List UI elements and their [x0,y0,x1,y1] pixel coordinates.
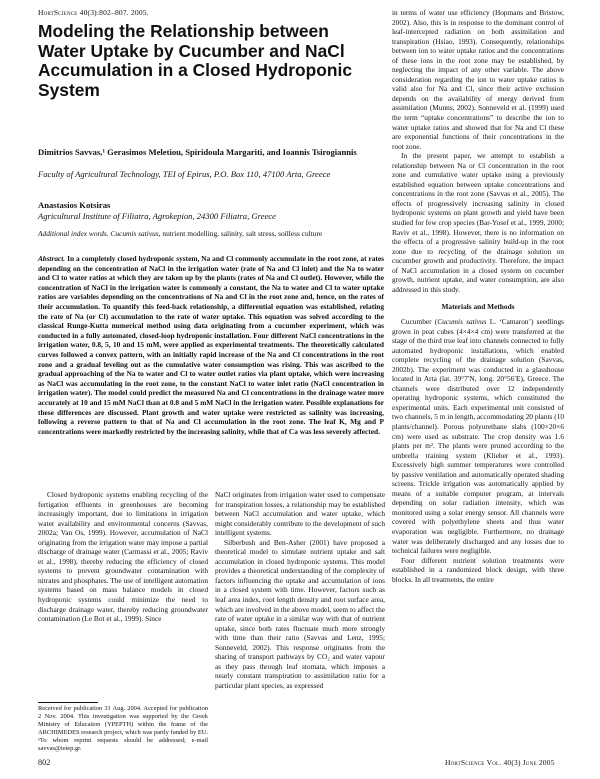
paragraph-rest: L. ‘Camaron’) seedlings grown in peat cubes (4×4×4 cm) were transferred at the stage of the third true leaf into channels connected to fully automated hydroponic installations, which enabled complete recycling of the drainage solution (Savvas, 2002b). The experiment was conducted in a glasshouse located in Arta (lat. 39°7′N, long. 20°56′E), Greece. The channels were distributed over 12 independently operating hydroponic systems, which constituted the experimental units. Each experimental unit consisted of two channels, 5 m in length, accommodating 20 plants (10 plants/channel). Porous polyurethane slabs (100×20×6 cm) were used as substrate. The crop density was 1.6 plants per m². The plants were pruned according to the umbrella training system (Klieber et al., 1993). Excessively high summer temperatures were controlled by passive ventilation and automatically operated shading screens. Trickle irrigation was automatically applied by means of a suitable computer program, at intervals depending on solar radiation intensity, which was monitored using a solar energy sensor. All channels were covered with polyethylene sheets and thus water evaporation was negligible. Furthermore, no drainage water was deliberately discharged and any losses due to technical failures were negligible. [392,316,564,556]
paragraph-lead: Cucumber ( [401,316,438,326]
index-words-label: Additional index words. [38,229,109,238]
author-affiliation-second: Agricultural Institute of Filiatra, Agrokepion, 24300 Filiatra, Greece [38,211,276,221]
paragraph-lead: Four different nutrient solution treatments were established in a randomized block design, with three blocks. In all treatments, the entire [392,555,564,584]
running-head [38,8,149,17]
body-column-left [38,490,208,624]
author-list: Dimitrios Savvas,¹ Gerasimos Meletiou, Spiridoula Margariti, and Ioannis Tsirogiannis [38,147,357,157]
footnote: Received for publication 31 Aug. 2004. Accepted for publication 2 Nov. 2004. This investigation was supported by the Greek Ministry of Education (YPEPTH) within the frame of the ARCHIMEDES research project, which was partly funded by EU. ¹To whom reprint requests should be addressed; e-mail savvas@teiep.gr. [38,705,208,753]
footer-journal-name: HortScience [445,758,485,767]
paragraph [392,556,564,585]
footnote-rule [38,702,98,703]
index-words-text: , nutrient modelling, salinity, salt stress, soilless culture [158,229,323,238]
section-heading-methods: Materials and Methods [441,302,515,312]
body-column-middle [215,490,385,690]
body-column-right [392,8,564,584]
author-list-second: Anastasios Kotsiras [38,200,111,210]
index-words-species: Cucumis sativus [110,229,159,238]
footer-journal [445,758,555,767]
paragraph: Silberbush and Ben-Asher (2001) have proposed a theoretical model to simulate nutrient uptake and salt accumulation in closed hydroponic systems. This model provides a theoretical understanding of the complexity of factors influencing the uptake and accumulation of ions in a closed system with time. However, factors such as leaf area index, root length density and root surface area, which are involved in the above model, seem to affect the rate of water uptake in a similar way with that of nutrient uptake, since both rates fluctuate much more strongly with time than their ratio (Savvas and Lenz, 1995; Sonneveld, 2002). This response originates from the sharing of transport pathways by CO₂ and water vapour as they pass through leaf stomata, which imposes a nearly constant transpiration to assimilation ratio for a particular plant species, as expressed [215,537,385,690]
abstract-label: Abstract. [38,254,66,263]
paragraph: In the present paper, we attempt to establish a relationship between Na or Cl concentration in the root zone and cumulative water uptake using a previously established equation between uptake concentrations and concentrations in the root zone (Savvas et al., 2005). The effects of progressively increasing salinity in closed hydroponic systems on plant growth and yield have been studied for few crop species (Bar-Yosef et al., 1999, 2000; Raviv et al., 1998). However, there is no information on the effects of a progressive salinity build-up in the root zone due to recycling of the drainage solution on cucumber growth and productivity. Therefore, the impact of NaCl accumulation in a closed system on cucumber growth, nutrient uptake, and water consumption, are also addressed in this study. [392,151,564,294]
paragraph: Closed hydroponic systems enabling recycling of the fertigation effluents in greenhouses are becoming increasingly important, due to limitations in irrigation water availability and environmental concerns (Savvas, 2002a; Van Os, 1999). However, accumulation of NaCl originating from the irrigation water may impose a partial discharge of drainage water (Carmassi et al., 2005; Raviv et al., 1998), thereby reducing the efficiency of closed systems to prevent groundwater contamination with nitrates and phosphates. The use of intelligent automation systems based on mass balance models in closed hydroponic systems could minimize the need to discharge drainage water, thereby reducing groundwater contamination (Le Bot et al., 1999). Since [38,490,208,624]
author-affiliation: Faculty of Agricultural Technology, TEI of Epirus, P.O. Box 110, 47100 Arta, Greece [38,169,331,179]
paragraph: in terms of water use efficiency (Hopmans and Bristow, 2002). Also, this is in response to the dominant control of leaf-intercepted radiation on both assimilation and transpiration (Hsiao, 1993). Consequently, relationships between ion to water uptake ratios and the concentrations of these ions in the root zone may be established, by neglecting the impact of any other variable. The above consideration regarding the ion to water uptake ratios is valid also for Na and Cl, since their active exclusion depends on the availability of energy derived from assimilation (Munns, 2002). Sonneveld et al. (1999) used the term “uptake concentrations” to describe the ion to water uptake ratios and showed that for Na and Cl these are exponential functions of their concentrations in the root zone. [392,8,564,151]
footer-issue: Vol. 40(3) June 2005 [486,758,555,767]
paragraph: NaCl originates from irrigation water used to compensate for transpiration losses, a relationship may be established between NaCl accumulation and water uptake, which might considerably contribute to the development of such intelligent systems. [215,490,385,538]
abstract-text: In a completely closed hydroponic system, Na and Cl commonly accumulate in the root zone, at rates depending on the concentration of NaCl in the irrigation water (rate of Na and Cl inlet) and the Na to water and Cl to water ratios at which they are taken up by the plants (rates of Na and Cl outlet). However, while the concentration of NaCl in the irrigation water is commonly a constant, the Na to water and Cl to water uptake ratios are variables depending on the concentrations of Na and Cl in the root zone and, hence, on the rates of their accumulation. To quantify this feed-back relationship, a differential equation was established, relating the rate of Na (or Cl) accumulation to the rate of water uptake. This equation was solved according to the classical Runge-Kutta numerical method using data originating from a cucumber experiment, which was conducted in a fully automated, closed-loop hydroponic installation. Four different NaCl concentrations in the irrigation water, 0.8, 5, 10 and 15 mM, were applied as experimental treatments. The theoretically calculated curves followed a convex pattern, with an initially rapid increase of the Na and Cl concentrations in the root zone and a gradual leveling out as the cumulative water consumption was rising. This was ascribed to the gradual approaching of the Na to water and Cl to water outlet ratios via plant uptake, which were increasing as NaCl was accumulating in the root zone, to the constant NaCl to water inlet ratio (NaCl concentration in irrigation water). The model could predict the measured Na and Cl concentrations in the drainage water more accurately at 10 and 15 mM NaCl than at 0.8 and 5 mM NaCl in the irrigation water. Possible explanations for these differences are discussed. Plant growth and water uptake were restricted as salinity was increasing, following a reverse pattern to that of Na and Cl accumulation in the root zone. The leaf K, Mg and P concentrations were markedly restricted by the increasing salinity, while that of Ca was less severely affected. [38,254,384,436]
article-title: Modeling the Relationship between Water Uptake by Cucumber and NaCl Accumulation in a Closed Hydroponic System [38,21,353,100]
running-head-citation: 40(3):802–807. 2005. [79,8,149,17]
paragraph [392,317,564,556]
page-number: 802 [38,758,51,767]
abstract [38,254,384,436]
index-words [38,229,384,239]
species-name: Cucumis sativus [437,316,487,326]
running-head-journal: HortScience [38,8,78,17]
